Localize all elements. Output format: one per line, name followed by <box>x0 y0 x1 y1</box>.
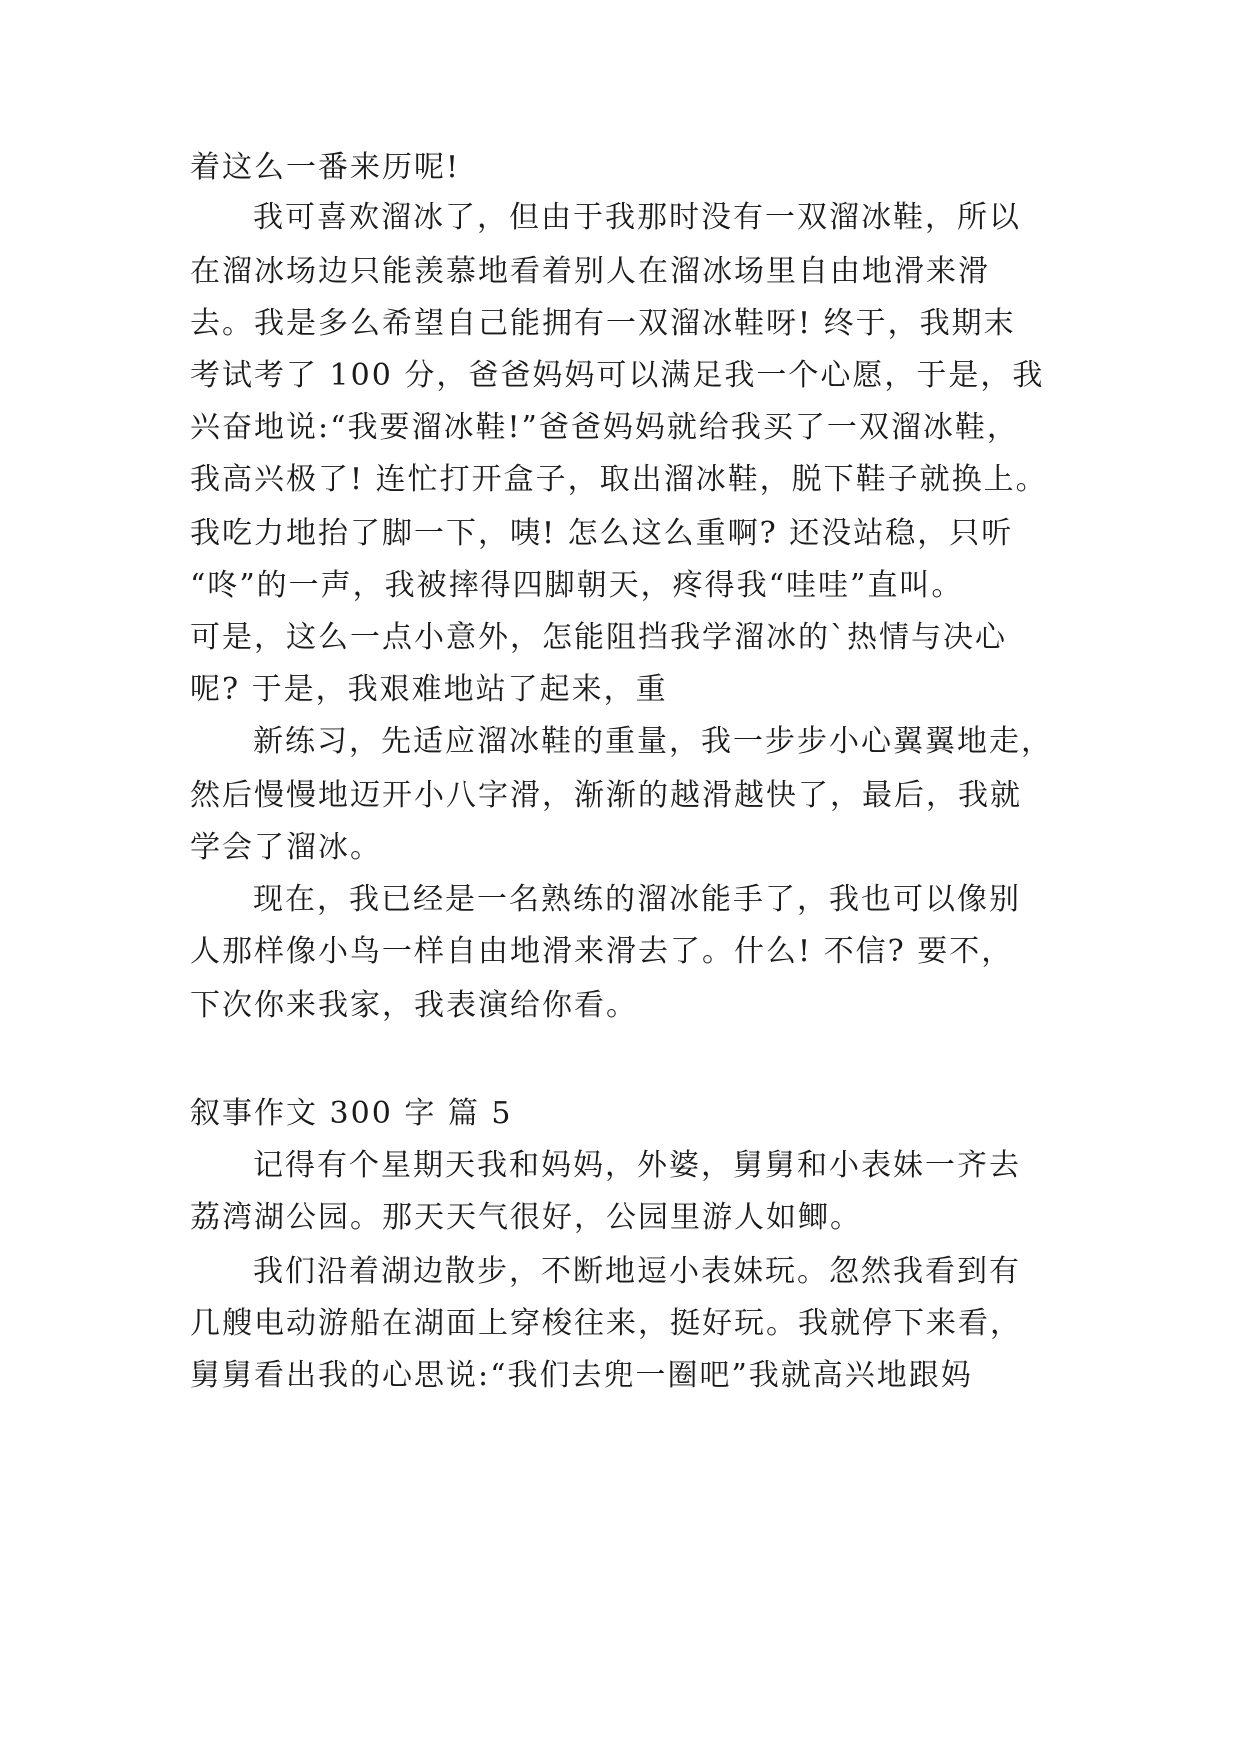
paragraph-line: 几艘电动游船在湖面上穿梭往来，挺好玩。我就停下来看， <box>190 1306 1022 1341</box>
paragraph-line: 荔湾湖公园。那天天气很好，公园里游人如鲫。 <box>190 1200 862 1235</box>
paragraph-line: 我吃力地抬了脚一下，咦! 怎么这么重啊? 还没站稳，只听 <box>190 516 1014 551</box>
paragraph-line: 然后慢慢地迈开小八字滑，渐渐的越滑越快了，最后，我就 <box>190 778 1022 813</box>
paragraph-line: 新练习，先适应溜冰鞋的重量，我一步步小心翼翼地走， <box>253 724 1053 759</box>
paragraph-line: “咚”的一声，我被摔得四脚朝天，疼得我“哇哇”直叫。 <box>190 568 964 603</box>
paragraph-line: 呢? 于是，我艰难地站了起来，重 <box>190 672 668 707</box>
section-heading: 叙事作文 300 字 篇 5 <box>190 1096 513 1131</box>
paragraph-line: 舅舅看出我的心思说:“我们去兜一圈吧”我就高兴地跟妈 <box>190 1358 973 1393</box>
paragraph-line: 人那样像小鸟一样自由地滑来滑去了。什么! 不信? 要不， <box>190 934 1014 969</box>
paragraph-line: 记得有个星期天我和妈妈，外婆，舅舅和小表妹一齐去 <box>253 1148 1021 1183</box>
paragraph-line: 在溜冰场边只能羡慕地看着别人在溜冰场里自由地滑来滑 <box>190 254 990 289</box>
paragraph-line: 下次你来我家，我表演给你看。 <box>190 988 638 1023</box>
paragraph-line: 去。我是多么希望自己能拥有一双溜冰鞋呀! 终于，我期末 <box>190 306 1016 341</box>
paragraph-line: 兴奋地说:“我要溜冰鞋!”爸爸妈妈就给我买了一双溜冰鞋， <box>190 410 1019 445</box>
paragraph-line: 我可喜欢溜冰了，但由于我那时没有一双溜冰鞋，所以 <box>253 200 1021 235</box>
paragraph-line: 考试考了 100 分，爸爸妈妈可以满足我一个心愿，于是，我 <box>190 358 1045 393</box>
paragraph-line: 现在，我已经是一名熟练的溜冰能手了，我也可以像别 <box>253 882 1021 917</box>
paragraph-line: 我高兴极了! 连忙打开盒子，取出溜冰鞋，脱下鞋子就换上。 <box>190 462 1048 497</box>
paragraph-line: 我们沿着湖边散步，不断地逗小表妹玩。忽然我看到有 <box>253 1254 1021 1289</box>
paragraph-line: 着这么一番来历呢! <box>190 150 461 185</box>
paragraph-line: 可是，这么一点小意外，怎能阻挡我学溜冰的`热情与决心 <box>190 620 1007 655</box>
paragraph-line: 学会了溜冰。 <box>190 830 382 865</box>
